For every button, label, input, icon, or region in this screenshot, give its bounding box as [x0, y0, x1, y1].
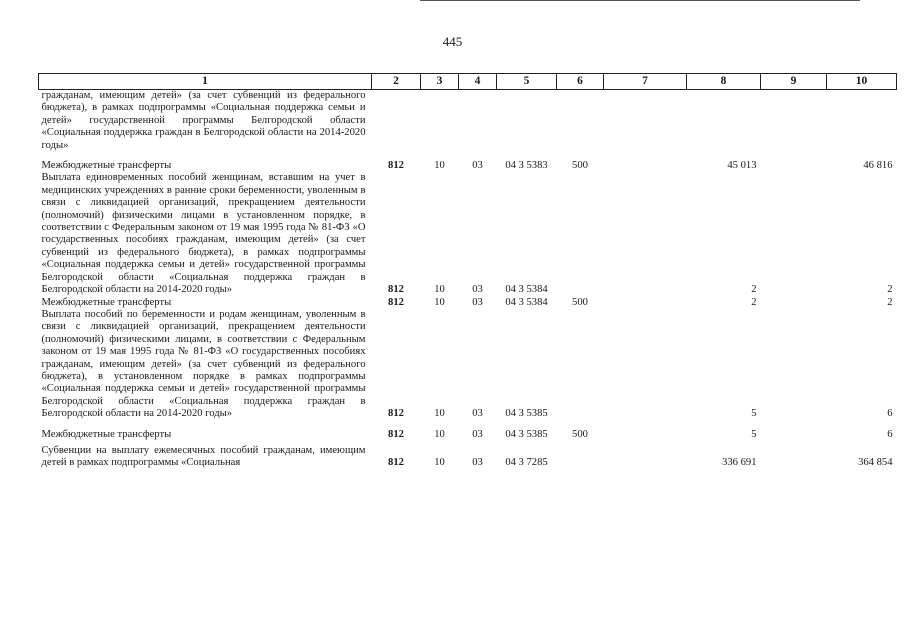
cell-col-7 [604, 297, 687, 309]
cell-col-7 [604, 172, 687, 296]
header-col-10: 10 [827, 74, 897, 90]
cell-col-8: 5 [751, 408, 757, 420]
table-row [39, 445, 897, 470]
cell-ministry: 812 [388, 296, 404, 308]
cell-section: 10 [434, 160, 445, 172]
cell-subsection [459, 90, 497, 153]
cell-target-article: 04 3 5385 [505, 408, 548, 420]
cell-col-8: 336 691 [722, 457, 757, 469]
row-description: Выплата единовременных пособий женщинам, вставшим на учет в медицинских учреждениях в ранние сроки беременности, уволенным в связи с ликвидацией организаций, прекращением деятельности (полномочий) физическими лицами в установленном порядке, в соответствии с Федеральным законом от 19 мая 1995 года № 81-ФЗ «О государственных пособиях гражданам, имеющим детей» (за счет субвенций из федерального бюджета), в рамках подпрограммы «Социальная поддержка семьи и детей» государственной программы Белгородской области «Социальная поддержка граждан в Белгородской области на 2014-2020 годы» [41, 172, 366, 296]
top-rule [420, 0, 860, 1]
table-row [39, 90, 897, 153]
cell-col-10: 6 [887, 408, 893, 420]
budget-table [38, 73, 897, 470]
row-description: Субвенции на выплату ежемесячных пособий гражданам, имеющим детей в рамках подпрограммы «Социальная [41, 444, 366, 469]
cell-expense-type [557, 172, 604, 296]
cell-col-9 [761, 297, 827, 309]
cell-ministry: 812 [388, 408, 404, 420]
cell-col-10: 2 [887, 284, 893, 296]
table-row [39, 160, 897, 172]
header-col-9: 9 [761, 74, 827, 90]
table-header-row [39, 74, 897, 90]
table-row [39, 429, 897, 441]
header-col-8: 8 [687, 74, 761, 90]
cell-expense-type: 500 [572, 296, 588, 308]
cell-col-10: 364 854 [858, 457, 893, 469]
cell-section [421, 90, 459, 153]
cell-col-7 [604, 309, 687, 421]
cell-subsection: 03 [472, 284, 483, 296]
cell-expense-type [557, 90, 604, 153]
cell-expense-type [557, 445, 604, 470]
cell-col-8: 5 [751, 428, 757, 440]
cell-section: 10 [434, 457, 445, 469]
cell-col-10: 6 [887, 428, 893, 440]
cell-section: 10 [434, 408, 445, 420]
page-number: 445 [442, 34, 463, 49]
cell-col-9 [761, 429, 827, 441]
cell-col-8: 2 [751, 296, 757, 308]
table-row [39, 297, 897, 309]
cell-subsection: 03 [472, 160, 483, 172]
cell-col-7 [604, 90, 687, 153]
cell-col-8: 2 [751, 284, 757, 296]
cell-col-7 [604, 445, 687, 470]
table-row [39, 172, 897, 296]
table-row [39, 309, 897, 421]
cell-subsection: 03 [472, 428, 483, 440]
header-col-1: 1 [39, 74, 372, 90]
cell-col-8: 45 013 [727, 160, 757, 172]
cell-ministry [372, 90, 421, 153]
cell-col-9 [761, 172, 827, 296]
cell-subsection: 03 [472, 296, 483, 308]
header-col-6: 6 [557, 74, 604, 90]
cell-col-10: 46 816 [863, 160, 893, 172]
cell-col-9 [761, 90, 827, 153]
row-description: Межбюджетные трансферты [41, 428, 172, 440]
cell-subsection: 03 [472, 457, 483, 469]
cell-target-article: 04 3 5383 [505, 160, 548, 172]
cell-col-9 [761, 445, 827, 470]
header-col-2: 2 [372, 74, 421, 90]
row-description: Межбюджетные трансферты [41, 160, 172, 172]
row-description: Межбюджетные трансферты [41, 296, 172, 308]
cell-ministry: 812 [388, 284, 404, 296]
cell-ministry: 812 [388, 428, 404, 440]
cell-ministry: 812 [388, 160, 404, 172]
header-col-7: 7 [604, 74, 687, 90]
cell-target-article [497, 90, 557, 153]
cell-col-9 [761, 309, 827, 421]
cell-target-article: 04 3 7285 [505, 457, 548, 469]
cell-section: 10 [434, 296, 445, 308]
cell-ministry: 812 [388, 457, 404, 469]
cell-col-7 [604, 429, 687, 441]
header-col-3: 3 [421, 74, 459, 90]
cell-subsection: 03 [472, 408, 483, 420]
cell-col-10: 2 [887, 296, 893, 308]
cell-expense-type: 500 [572, 160, 588, 172]
cell-target-article: 04 3 5384 [505, 284, 548, 296]
header-col-5: 5 [497, 74, 557, 90]
header-col-4: 4 [459, 74, 497, 90]
cell-section: 10 [434, 428, 445, 440]
cell-section: 10 [434, 284, 445, 296]
cell-col-8 [687, 90, 761, 153]
cell-target-article: 04 3 5385 [505, 428, 548, 440]
cell-col-10 [827, 90, 897, 153]
cell-expense-type [557, 309, 604, 421]
cell-expense-type: 500 [572, 428, 588, 440]
cell-target-article: 04 3 5384 [505, 296, 548, 308]
row-description: Выплата пособий по беременности и родам женщинам, уволенным в связи с ликвидацией организаций, прекращением деятельности (полномочий) физическими лицами, в соответствии с Федеральным законом от 19 мая 1995 года № 81-ФЗ «О государственных пособиях гражданам, имеющим детей» (за счет субвенций из федерального бюджета), в установленном порядке в рамках подпрограммы «Социальная поддержка семьи и детей» государственной программы Белгородской области «Социальная поддержка граждан в Белгородской области на 2014-2020 годы» [41, 308, 366, 420]
row-description: гражданам, имеющим детей» (за счет субвенций из федерального бюджета), в рамках подпрограммы «Социальная поддержка семьи и детей» государственной программы Белгородской области «Социальная поддержка граждан в Белгородской области на 2014-2020 годы» [41, 90, 366, 151]
cell-col-9 [761, 160, 827, 172]
cell-col-7 [604, 160, 687, 172]
